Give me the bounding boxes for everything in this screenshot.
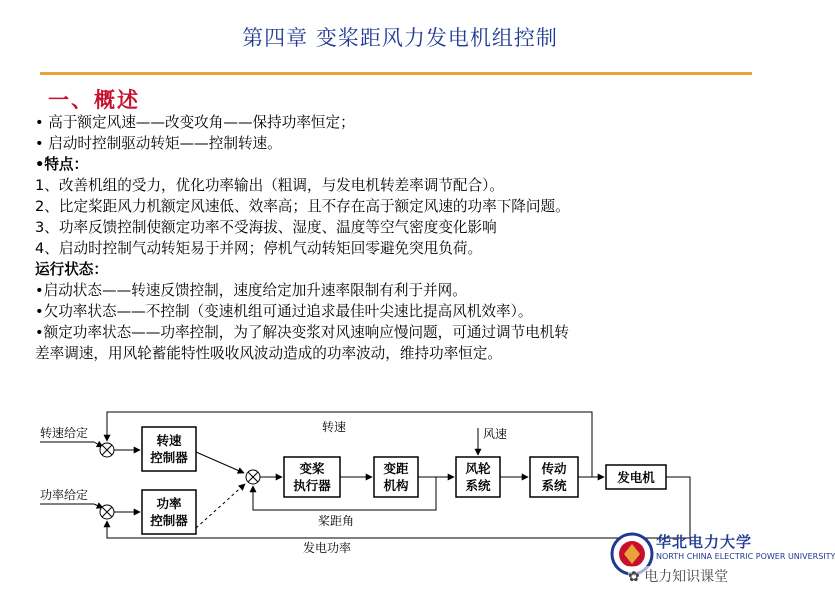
rotor-system-block: [456, 457, 500, 497]
watermark-text: 电力知识课堂: [644, 569, 729, 585]
state-line: •欠功率状态——不控制（变速机组可通过追求最佳叶尖速比提高风机效率）。: [35, 303, 533, 320]
bullet-line: • 启动时控制驱动转矩——控制转速。: [35, 135, 282, 152]
bullet-line: • 高于额定风速——改变攻角——保持功率恒定；: [35, 114, 355, 131]
pitch-mechanism-block: [374, 457, 418, 497]
svg-text:传动: 传动: [541, 461, 567, 476]
wind-speed-label: 风速: [483, 427, 508, 441]
speed-sum-junction: [100, 443, 114, 457]
subheading-features: •特点：: [35, 156, 89, 173]
power-feedback-label: 发电功率: [303, 541, 352, 555]
svg-text:功率: 功率: [156, 496, 182, 511]
power-controller-block: [142, 490, 196, 534]
pitch-sum-junction: [246, 470, 260, 484]
feature-line: 3、功率反馈控制使额定功率不受海拔、湿度、温度等空气密度变化影响: [35, 219, 497, 236]
state-line: •额定功率状态——功率控制，为了解决变浆对风速响应慢问题，可通过调节电机转: [35, 324, 569, 341]
university-subtitle: NORTH CHINA ELECTRIC POWER UNIVERSITY: [656, 552, 835, 561]
svg-text:转速: 转速: [156, 433, 182, 448]
feature-line: 2、比定桨距风力机额定风速低、效率高；且不存在高于额定风速的功率下降问题。: [35, 198, 570, 215]
power-sum-junction: [100, 505, 114, 519]
state-line: •启动状态——转速反馈控制，速度给定加升速率限制有利于并网。: [35, 282, 467, 299]
speed-ref-label: 转速给定: [40, 426, 89, 440]
transmission-block: [530, 457, 578, 497]
svg-text:控制器: 控制器: [150, 513, 188, 528]
svg-text:变距: 变距: [383, 461, 409, 476]
section-heading: 一、概述: [48, 87, 140, 112]
svg-text:执行器: 执行器: [293, 478, 331, 493]
svg-text:系统: 系统: [541, 478, 567, 493]
wechat-icon: ✿: [628, 569, 640, 585]
page-title: 第四章 变桨距风力发电机组控制: [242, 26, 558, 50]
svg-text:机构: 机构: [383, 478, 409, 493]
pitch-actuator-block: [284, 457, 340, 497]
svg-text:变桨: 变桨: [299, 461, 325, 476]
university-logo: [608, 528, 835, 600]
pitch-angle-label: 桨距角: [318, 514, 355, 528]
svg-text:发电机: 发电机: [617, 470, 655, 485]
watermark: [628, 566, 728, 586]
state-line: 差率调速，用风轮蓄能特性吸收风波动造成的功率波动，维持功率恒定。: [35, 345, 503, 362]
speed-feedback-label: 转速: [322, 420, 347, 434]
svg-text:系统: 系统: [465, 478, 491, 493]
subheading-states: 运行状态：: [35, 261, 108, 278]
power-ref-label: 功率给定: [40, 488, 89, 502]
svg-text:风轮: 风轮: [465, 461, 491, 476]
svg-text:控制器: 控制器: [150, 450, 188, 465]
generator-block: [606, 465, 666, 489]
speed-controller-block: [142, 427, 196, 471]
feature-line: 4、启动时控制气动转矩易于并网；停机气动转矩回零避免突甩负荷。: [35, 240, 483, 257]
university-name: 华北电力大学: [656, 533, 753, 551]
feature-line: 1、改善机组的受力，优化功率输出（粗调，与发电机转差率调节配合）。: [35, 177, 504, 194]
